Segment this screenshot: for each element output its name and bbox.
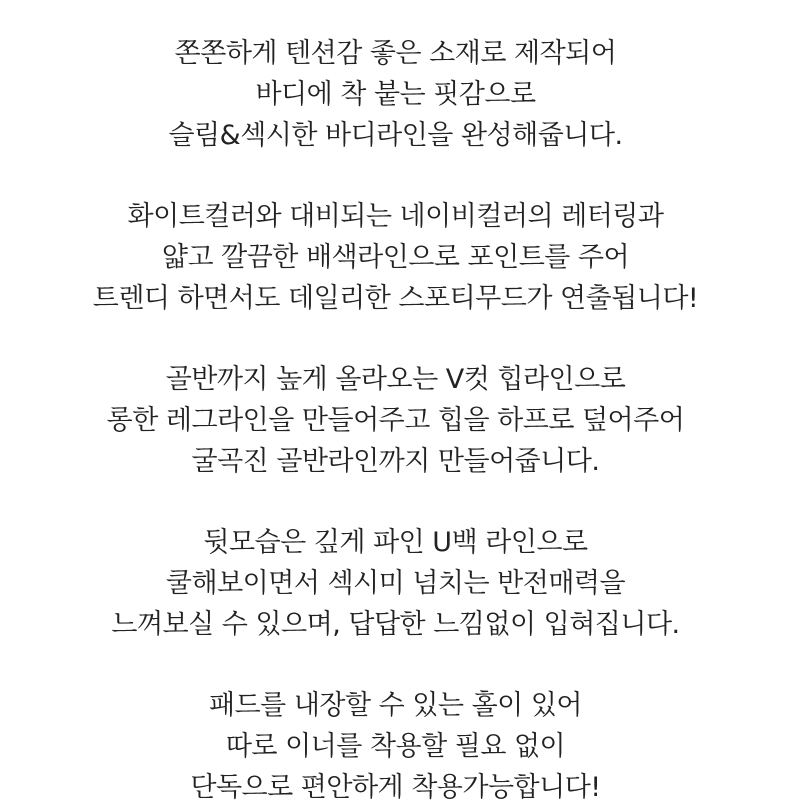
text-line: 느껴보실 수 있으며, 답답한 느낌없이 입혀집니다.	[111, 609, 680, 640]
text-line: 골반까지 높게 올라오는 V컷 힙라인으로	[165, 364, 626, 395]
text-line: 슬림&섹시한 바디라인을 완성해줍니다.	[168, 120, 623, 151]
text-line: 화이트컬러와 대비되는 네이비컬러의 레터링과	[127, 201, 664, 232]
text-line: 얇고 깔끔한 배색라인으로 포인트를 주어	[161, 242, 630, 273]
text-line: 뒷모습은 깊게 파인 U백 라인으로	[203, 527, 588, 558]
text-line: 트렌디 하면서도 데일리한 스포티무드가 연출됩니다!	[92, 283, 699, 314]
text-line: 쫀쫀하게 텐션감 좋은 소재로 제작되어	[174, 38, 617, 69]
paragraph-hipline	[0, 359, 791, 482]
text-line: 바디에 착 붙는 핏감으로	[255, 79, 536, 110]
text-line: 쿨해보이면서 섹시미 넘치는 반전매력을	[165, 568, 626, 599]
text-line: 롱한 레그라인을 만들어주고 힙을 하프로 덮어주어	[106, 405, 685, 436]
paragraph-fabric	[0, 33, 791, 156]
paragraph-back	[0, 522, 791, 645]
paragraph-pad	[0, 685, 791, 808]
text-line: 굴곡진 골반라인까지 만들어줍니다.	[191, 446, 600, 477]
paragraph-color	[0, 196, 791, 319]
text-line: 따로 이너를 착용할 필요 없이	[225, 731, 566, 762]
text-line: 패드를 내장할 수 있는 홀이 있어	[209, 690, 582, 721]
text-line: 단독으로 편안하게 착용가능합니다!	[190, 772, 601, 803]
